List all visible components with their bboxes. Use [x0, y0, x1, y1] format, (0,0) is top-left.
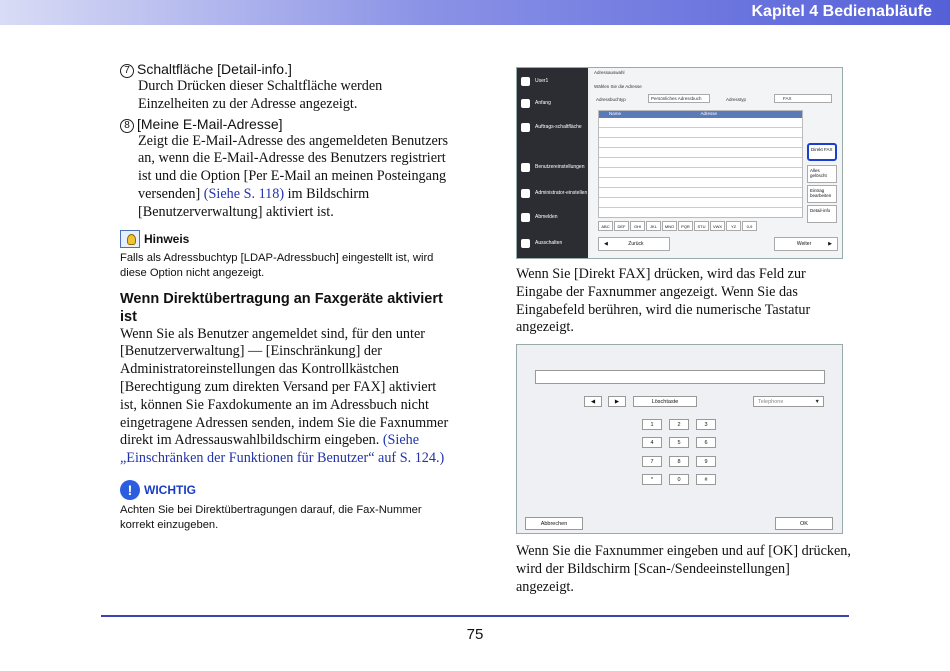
- key-3[interactable]: 3: [696, 419, 716, 430]
- home-icon: [521, 99, 530, 108]
- sidebar-logout: Abmelden: [517, 206, 588, 228]
- key-hash[interactable]: #: [696, 474, 716, 485]
- cancel-button[interactable]: Abbrechen: [525, 517, 583, 530]
- index-button[interactable]: ABC: [598, 221, 613, 231]
- user-settings-icon: [521, 163, 530, 172]
- caption-ok: Wenn Sie die Faxnummer eingeben und auf [OK] drücken, wird der Bildschirm [Scan-/Sendeeinstellungen] angezeigt.: [516, 543, 851, 595]
- back-button[interactable]: ◀ Zurück: [598, 237, 670, 251]
- screen-subtitle: Wählen Sie die Adresse: [594, 84, 642, 89]
- detail-info-button[interactable]: Detail-info: [807, 205, 837, 223]
- exclamation-icon: !: [120, 480, 140, 500]
- power-icon: [521, 239, 530, 248]
- index-button[interactable]: MNO: [662, 221, 677, 231]
- footer-rule: [101, 615, 849, 617]
- index-button[interactable]: YZ: [726, 221, 741, 231]
- sidebar-user: User1: [517, 70, 588, 92]
- item7-heading: 7 Schaltfläche [Detail-info.]: [120, 60, 455, 78]
- phone-type-select[interactable]: Telephone ▼: [753, 396, 824, 407]
- logout-icon: [521, 213, 530, 222]
- sidebar-power: Ausschalten: [517, 232, 588, 254]
- item8-body: Zeigt die E-Mail-Adresse des angemeldeten Benutzers an, wenn die E-Mail-Adresse des Benutzers registriert ist und die Option [Per E-Mail an meinen Posteingang versenden] (Siehe S. 118) im Bildschirm [Benutzerverwaltung] aktiviert ist.: [138, 132, 449, 220]
- warning-heading: ! WICHTIG: [120, 480, 455, 500]
- key-2[interactable]: 2: [669, 419, 689, 430]
- caption-direct-fax: Wenn Sie [Direkt FAX] drücken, wird das Feld zur Eingabe der Faxnummer angezeigt. Wenn Sie das Eingabefeld berühren, wird die numerische Tastatur angezeigt.: [516, 266, 811, 336]
- section-title: Wenn Direktübertragung an Faxgeräte aktiviert ist: [120, 290, 443, 325]
- index-button[interactable]: DEF: [614, 221, 629, 231]
- index-button[interactable]: JKL: [646, 221, 661, 231]
- page-number: 75: [466, 626, 484, 643]
- sidebar-home: Anfang: [517, 92, 588, 114]
- link-page-124[interactable]: (Siehe „Einschränken der Funktionen für Benutzer“ auf S. 124.): [120, 432, 445, 467]
- arrow-left-icon: ◀: [604, 241, 608, 247]
- hint-heading: Hinweis: [120, 230, 455, 248]
- addressbook-type-label: Adressbuchtyp: [596, 97, 626, 102]
- screen-main: [590, 68, 842, 258]
- item7-body: Durch Drücken dieser Schaltfläche werden Einzelheiten zu der Adresse angezeigt.: [138, 78, 383, 112]
- index-button[interactable]: GHI: [630, 221, 645, 231]
- key-1[interactable]: 1: [642, 419, 662, 430]
- direct-fax-button[interactable]: Direkt FAX: [807, 143, 837, 161]
- gear-icon: [521, 189, 530, 198]
- address-selection-screenshot: [516, 67, 843, 259]
- item7-number: 7: [120, 64, 134, 78]
- key-9[interactable]: 9: [696, 456, 716, 467]
- address-list[interactable]: [598, 110, 803, 218]
- sidebar-user-settings: Benutzereinstellungen: [517, 156, 588, 178]
- col-name: Name: [609, 111, 622, 116]
- index-button[interactable]: 0-9: [742, 221, 757, 231]
- chapter-title: Kapitel 4 Bedienabläufe: [751, 3, 932, 20]
- cursor-right-button[interactable]: ▶: [608, 396, 626, 407]
- index-button[interactable]: PQR: [678, 221, 693, 231]
- edit-entry-button[interactable]: Eintrag bearbeiten: [807, 185, 837, 203]
- address-type-select[interactable]: FAX: [774, 94, 832, 103]
- addressbook-type-select[interactable]: Persönliches Adressbuch: [648, 94, 710, 103]
- clear-button[interactable]: Löschtaste: [633, 396, 697, 407]
- chevron-down-icon: ▼: [814, 399, 820, 405]
- section-body: Wenn Sie als Benutzer angemeldet sind, für den unter [Benutzerverwaltung] — [Einschränkung] der Administratoreinstellungen das Kontrollkästchen [Berechtigung zum direkten Versand per FAX] aktiviert ist, können Sie Faxdokumente an im Adressbuch nicht eingetragene Adressen senden, indem Sie die Faxnummer direkt im Adressauswahlbildschirm eingeben. (Siehe „Einschränken der Funktionen für Benutzer“ auf S. 124.): [120, 325, 449, 467]
- link-page-118[interactable]: (Siehe S. 118): [203, 185, 285, 202]
- fax-number-input[interactable]: [535, 370, 825, 384]
- delete-all-button[interactable]: Alles gelöscht: [807, 165, 837, 183]
- sidebar-job-button: Auftrags-schaltfläche: [517, 116, 588, 138]
- hint-body: Falls als Adressbuchtyp [LDAP-Adressbuch] eingestellt ist, wird diese Option nicht angezeigt.: [120, 251, 434, 279]
- warning-body: Achten Sie bei Direktübertragungen darauf, die Fax-Nummer korrekt einzugeben.: [120, 503, 422, 531]
- item8-heading: 8 [Meine E-Mail-Adresse]: [120, 115, 455, 133]
- alphabet-index: [598, 221, 757, 231]
- ok-button[interactable]: OK: [775, 517, 833, 530]
- index-button[interactable]: STU: [694, 221, 709, 231]
- key-5[interactable]: 5: [669, 437, 689, 448]
- item8-number: 8: [120, 119, 134, 133]
- address-type-label: Adresstyp: [726, 97, 747, 102]
- cursor-left-button[interactable]: ◀: [584, 396, 602, 407]
- arrow-right-icon: ▶: [828, 241, 832, 247]
- key-0[interactable]: 0: [669, 474, 689, 485]
- key-8[interactable]: 8: [669, 456, 689, 467]
- screen-sidebar: [517, 68, 588, 258]
- screen-title: Adressauswahl: [594, 70, 625, 75]
- job-icon: [521, 123, 530, 132]
- key-7[interactable]: 7: [642, 456, 662, 467]
- page-header: [0, 0, 950, 25]
- fax-number-screenshot: [516, 344, 843, 534]
- sidebar-admin-settings: Administrator-einstellen: [517, 182, 588, 204]
- lightbulb-icon: [120, 230, 140, 248]
- next-button[interactable]: Weiter ▶: [774, 237, 838, 251]
- user-icon: [521, 77, 530, 86]
- left-column: [120, 60, 455, 533]
- key-star[interactable]: *: [642, 474, 662, 485]
- key-4[interactable]: 4: [642, 437, 662, 448]
- col-address: Adresse: [700, 111, 718, 116]
- index-button[interactable]: VWX: [710, 221, 725, 231]
- key-6[interactable]: 6: [696, 437, 716, 448]
